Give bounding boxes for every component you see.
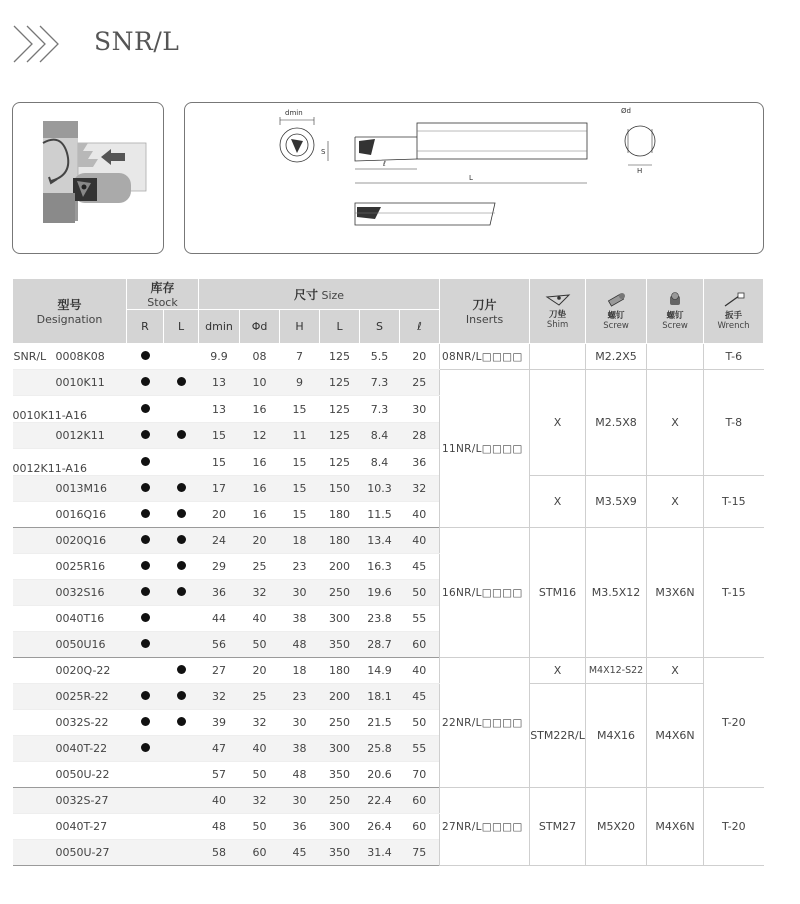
size-dmin-cell: 56 — [199, 632, 240, 658]
group-cell: M4X6N — [647, 684, 704, 788]
size-dmin-cell: 32 — [199, 684, 240, 710]
size-L-cell: 350 — [320, 762, 360, 788]
page-title: SNR/L — [94, 27, 180, 56]
size-d-cell: 16 — [240, 502, 280, 528]
designation-code: 0050U-27 — [55, 846, 110, 859]
size-s-cell: 26.4 — [360, 814, 400, 840]
size-d-cell: 40 — [240, 606, 280, 632]
size-s-cell: 22.4 — [360, 788, 400, 814]
group-cell: M3X6N — [647, 528, 704, 658]
size-h-cell: 23 — [280, 554, 320, 580]
stock-l-cell — [164, 684, 199, 710]
size-h-cell: 38 — [280, 736, 320, 762]
stock-r-cell — [127, 814, 164, 840]
stock-r-cell — [127, 344, 164, 370]
group-cell: X — [647, 658, 704, 684]
wrench-icon — [721, 292, 747, 308]
size-d-cell: 20 — [240, 658, 280, 684]
table-row — [13, 788, 764, 814]
big-l-header: L — [320, 310, 360, 344]
size-ell-cell: 32 — [400, 476, 440, 502]
phid-label: Ød — [621, 107, 631, 115]
size-d-cell: 50 — [240, 814, 280, 840]
size-L-cell: 125 — [320, 423, 360, 449]
size-dmin-cell: 39 — [199, 710, 240, 736]
stock-l-cell — [164, 606, 199, 632]
size-h-cell: 38 — [280, 606, 320, 632]
size-dmin-cell: 47 — [199, 736, 240, 762]
stock-dot-icon — [141, 561, 150, 570]
shim-icon — [545, 293, 571, 307]
designation-code: 0012K11 — [55, 429, 105, 442]
size-L-cell: 350 — [320, 632, 360, 658]
screw-icon — [603, 292, 629, 308]
designation-prefix: SNR/L — [13, 350, 47, 363]
size-d-cell: 25 — [240, 554, 280, 580]
stock-l-cell — [164, 476, 199, 502]
size-L-cell: 250 — [320, 710, 360, 736]
dmin-label: dmin — [285, 109, 303, 117]
size-L-cell: 180 — [320, 528, 360, 554]
size-d-cell: 16 — [240, 476, 280, 502]
group-cell: M3.5X9 — [586, 476, 647, 528]
group-cell: M2.5X8 — [586, 370, 647, 476]
stock-l-cell — [164, 528, 199, 554]
stock-l-cell — [164, 370, 199, 396]
designation-code: 0010K11-A16 — [12, 409, 87, 422]
stock-l-cell — [164, 840, 199, 866]
stock-r-cell — [127, 840, 164, 866]
size-s-cell: 23.8 — [360, 606, 400, 632]
stock-dot-icon — [177, 483, 186, 492]
designation-code: 0020Q-22 — [55, 664, 111, 677]
designation-code: 0025R-22 — [55, 690, 109, 703]
size-s-cell: 19.6 — [360, 580, 400, 606]
stock-dot-icon — [177, 717, 186, 726]
stock-r-cell — [127, 449, 164, 476]
designation-code: 0020Q16 — [55, 534, 107, 547]
size-d-cell: 32 — [240, 788, 280, 814]
stock-l-cell — [164, 423, 199, 449]
stock-dot-icon — [141, 483, 150, 492]
size-dmin-cell: 15 — [199, 423, 240, 449]
size-ell-cell: 75 — [400, 840, 440, 866]
size-s-cell: 16.3 — [360, 554, 400, 580]
size-s-cell: 10.3 — [360, 476, 400, 502]
stock-r-cell — [127, 396, 164, 423]
stock-l-header: L — [164, 310, 199, 344]
stock-dot-icon — [141, 639, 150, 648]
group-cell: M3.5X12 — [586, 528, 647, 658]
stock-dot-icon — [177, 509, 186, 518]
size-h-cell: 30 — [280, 710, 320, 736]
stock-r-cell — [127, 370, 164, 396]
group-cell: T-15 — [704, 528, 764, 658]
stock-l-cell — [164, 502, 199, 528]
stock-l-cell — [164, 344, 199, 370]
group-cell: M4X16 — [586, 684, 647, 788]
designation-cell — [13, 710, 127, 736]
size-L-cell: 180 — [320, 502, 360, 528]
size-d-cell: 16 — [240, 449, 280, 476]
size-L-cell: 350 — [320, 840, 360, 866]
size-d-cell: 25 — [240, 684, 280, 710]
designation-cell — [13, 580, 127, 606]
size-s-cell: 8.4 — [360, 423, 400, 449]
stock-l-cell — [164, 658, 199, 684]
s-header: S — [360, 310, 400, 344]
size-dmin-cell: 36 — [199, 580, 240, 606]
group-cell: T-6 — [704, 344, 764, 370]
designation-cell — [13, 344, 127, 370]
designation-code: 0032S-22 — [55, 716, 109, 729]
size-dmin-cell: 29 — [199, 554, 240, 580]
designation-cell — [13, 476, 127, 502]
designation-cell — [13, 502, 127, 528]
size-ell-cell: 40 — [400, 502, 440, 528]
size-ell-cell: 40 — [400, 658, 440, 684]
designation-cell — [13, 736, 127, 762]
technical-drawing — [184, 102, 764, 254]
group-cell: T-20 — [704, 788, 764, 866]
size-L-cell: 180 — [320, 658, 360, 684]
size-dmin-cell: 9.9 — [199, 344, 240, 370]
size-ell-cell: 70 — [400, 762, 440, 788]
stock-r-cell — [127, 528, 164, 554]
stock-dot-icon — [141, 430, 150, 439]
designation-cell — [13, 370, 127, 396]
size-s-cell: 5.5 — [360, 344, 400, 370]
size-dmin-cell: 13 — [199, 396, 240, 423]
stock-r-cell — [127, 684, 164, 710]
size-h-cell: 15 — [280, 396, 320, 423]
size-L-cell: 125 — [320, 344, 360, 370]
size-ell-cell: 30 — [400, 396, 440, 423]
stock-dot-icon — [177, 587, 186, 596]
page-header — [0, 0, 800, 90]
size-ell-cell: 60 — [400, 788, 440, 814]
inserts-header: 刀片 Inserts — [440, 279, 530, 344]
size-dmin-cell: 48 — [199, 814, 240, 840]
size-h-cell: 9 — [280, 370, 320, 396]
group-cell: M5X20 — [586, 788, 647, 866]
size-ell-cell: 55 — [400, 606, 440, 632]
group-cell: STM27 — [530, 788, 586, 866]
group-cell — [530, 344, 586, 370]
designation-code: 0040T-27 — [55, 820, 108, 833]
size-s-cell: 28.7 — [360, 632, 400, 658]
designation-cell — [13, 632, 127, 658]
group-cell: 16NR/L□□□□ — [440, 528, 530, 658]
group-cell: M2.2X5 — [586, 344, 647, 370]
group-cell: STM22R/L — [530, 684, 586, 788]
designation-header: 型号 Designation — [13, 279, 127, 344]
h-header: H — [280, 310, 320, 344]
size-ell-cell: 55 — [400, 736, 440, 762]
size-s-cell: 7.3 — [360, 396, 400, 423]
group-cell: X — [647, 476, 704, 528]
size-s-cell: 20.6 — [360, 762, 400, 788]
size-h-cell: 18 — [280, 658, 320, 684]
boring-operation-image — [13, 103, 163, 253]
size-ell-cell: 50 — [400, 710, 440, 736]
group-cell: X — [647, 370, 704, 476]
designation-code: 0013M16 — [55, 482, 107, 495]
s-dim-label: S — [321, 148, 326, 156]
stock-l-cell — [164, 632, 199, 658]
phid-header: Φd — [240, 310, 280, 344]
stock-dot-icon — [141, 535, 150, 544]
group-cell: T-15 — [704, 476, 764, 528]
size-s-cell: 31.4 — [360, 840, 400, 866]
size-h-cell: 48 — [280, 632, 320, 658]
stock-dot-icon — [177, 535, 186, 544]
screw2-header: 螺钉 Screw — [647, 279, 704, 344]
size-h-cell: 36 — [280, 814, 320, 840]
size-d-cell: 50 — [240, 632, 280, 658]
group-cell: T-8 — [704, 370, 764, 476]
triple-chevron-icon — [12, 22, 68, 66]
designation-code: 0040T16 — [55, 612, 105, 625]
size-d-cell: 32 — [240, 710, 280, 736]
dmin-header: dmin — [199, 310, 240, 344]
group-cell: 22NR/L□□□□ — [440, 658, 530, 788]
stock-dot-icon — [177, 377, 186, 386]
size-h-cell: 48 — [280, 762, 320, 788]
size-d-cell: 12 — [240, 423, 280, 449]
size-L-cell: 300 — [320, 736, 360, 762]
size-dmin-cell: 40 — [199, 788, 240, 814]
tool-dimension-drawing — [185, 103, 763, 253]
designation-cell — [13, 449, 127, 476]
stock-dot-icon — [141, 509, 150, 518]
size-s-cell: 11.5 — [360, 502, 400, 528]
designation-code: 0050U-22 — [55, 768, 110, 781]
size-L-cell: 125 — [320, 370, 360, 396]
group-cell: M4X6N — [647, 788, 704, 866]
group-cell: 11NR/L□□□□ — [440, 370, 530, 528]
size-ell-cell: 45 — [400, 554, 440, 580]
size-ell-cell: 40 — [400, 528, 440, 554]
size-h-cell: 18 — [280, 528, 320, 554]
size-L-cell: 150 — [320, 476, 360, 502]
shim-header: 刀垫 Shim — [530, 279, 586, 344]
size-d-cell: 08 — [240, 344, 280, 370]
stock-r-cell — [127, 632, 164, 658]
size-L-cell: 300 — [320, 814, 360, 840]
stock-l-cell — [164, 396, 199, 423]
stock-r-header: R — [127, 310, 164, 344]
designation-code: 0025R16 — [55, 560, 106, 573]
size-h-cell: 11 — [280, 423, 320, 449]
table-row — [13, 658, 764, 684]
stock-l-cell — [164, 762, 199, 788]
size-L-cell: 300 — [320, 606, 360, 632]
ell-dim-label: ℓ — [383, 160, 386, 168]
size-ell-cell: 25 — [400, 370, 440, 396]
size-d-cell: 16 — [240, 396, 280, 423]
size-h-cell: 45 — [280, 840, 320, 866]
group-cell: T-20 — [704, 658, 764, 788]
stock-dot-icon — [141, 717, 150, 726]
size-h-cell: 15 — [280, 476, 320, 502]
stock-l-cell — [164, 580, 199, 606]
designation-cell — [13, 528, 127, 554]
size-d-cell: 10 — [240, 370, 280, 396]
stock-r-cell — [127, 423, 164, 449]
stock-l-cell — [164, 814, 199, 840]
stock-dot-icon — [141, 613, 150, 622]
size-dmin-cell: 58 — [199, 840, 240, 866]
stock-dot-icon — [141, 691, 150, 700]
stock-dot-icon — [141, 457, 150, 466]
size-ell-cell: 60 — [400, 814, 440, 840]
group-cell: 27NR/L□□□□ — [440, 788, 530, 866]
size-d-cell: 60 — [240, 840, 280, 866]
designation-code: 0032S16 — [55, 586, 105, 599]
group-cell: M4X12-S22 — [586, 658, 647, 684]
size-dmin-cell: 44 — [199, 606, 240, 632]
designation-cell — [13, 606, 127, 632]
size-ell-cell: 20 — [400, 344, 440, 370]
designation-code: 0032S-27 — [55, 794, 109, 807]
size-d-cell: 40 — [240, 736, 280, 762]
group-cell: STM16 — [530, 528, 586, 658]
group-cell: 08NR/L□□□□ — [440, 344, 530, 370]
stock-r-cell — [127, 502, 164, 528]
size-dmin-cell: 57 — [199, 762, 240, 788]
stock-r-cell — [127, 554, 164, 580]
stock-l-cell — [164, 554, 199, 580]
size-L-cell: 200 — [320, 684, 360, 710]
size-s-cell: 8.4 — [360, 449, 400, 476]
size-h-cell: 7 — [280, 344, 320, 370]
stock-r-cell — [127, 788, 164, 814]
application-illustration — [12, 102, 164, 254]
stock-dot-icon — [177, 691, 186, 700]
designation-cell — [13, 788, 127, 814]
size-L-cell: 250 — [320, 580, 360, 606]
size-ell-cell: 28 — [400, 423, 440, 449]
table-row — [13, 370, 764, 396]
stock-dot-icon — [141, 351, 150, 360]
size-d-cell: 32 — [240, 580, 280, 606]
stock-r-cell — [127, 710, 164, 736]
size-dmin-cell: 27 — [199, 658, 240, 684]
designation-cell — [13, 396, 127, 423]
stock-r-cell — [127, 580, 164, 606]
table-row — [13, 684, 764, 710]
designation-code: 0008K08 — [55, 350, 105, 363]
size-h-cell: 15 — [280, 502, 320, 528]
H-dim-label: H — [637, 167, 643, 175]
shim-screw-icon — [662, 292, 688, 308]
size-L-cell: 125 — [320, 396, 360, 423]
designation-cell — [13, 658, 127, 684]
size-dmin-cell: 20 — [199, 502, 240, 528]
screw-header: 螺钉 Screw — [586, 279, 647, 344]
stock-r-cell — [127, 736, 164, 762]
stock-r-cell — [127, 606, 164, 632]
size-h-cell: 30 — [280, 580, 320, 606]
designation-cell — [13, 814, 127, 840]
size-dmin-cell: 13 — [199, 370, 240, 396]
size-header: 尺寸 Size — [199, 279, 440, 310]
size-h-cell: 30 — [280, 788, 320, 814]
size-dmin-cell: 15 — [199, 449, 240, 476]
size-ell-cell: 45 — [400, 684, 440, 710]
stock-dot-icon — [141, 377, 150, 386]
size-ell-cell: 36 — [400, 449, 440, 476]
designation-code: 0050U16 — [55, 638, 106, 651]
size-s-cell: 14.9 — [360, 658, 400, 684]
designation-cell — [13, 762, 127, 788]
designation-code: 0016Q16 — [55, 508, 107, 521]
size-L-cell: 250 — [320, 788, 360, 814]
designation-cell — [13, 423, 127, 449]
group-cell: X — [530, 658, 586, 684]
size-ell-cell: 60 — [400, 632, 440, 658]
stock-r-cell — [127, 762, 164, 788]
size-dmin-cell: 17 — [199, 476, 240, 502]
group-cell: X — [530, 370, 586, 476]
group-cell — [647, 344, 704, 370]
size-s-cell: 21.5 — [360, 710, 400, 736]
table-row — [13, 528, 764, 554]
designation-code: 0012K11-A16 — [12, 462, 87, 475]
designation-code: 0010K11 — [55, 376, 105, 389]
size-ell-cell: 50 — [400, 580, 440, 606]
stock-l-cell — [164, 710, 199, 736]
stock-dot-icon — [177, 430, 186, 439]
L-dim-label: L — [469, 174, 473, 182]
stock-header: 库存 Stock — [127, 279, 199, 310]
stock-l-cell — [164, 788, 199, 814]
stock-l-cell — [164, 449, 199, 476]
designation-cell — [13, 554, 127, 580]
table-row — [13, 344, 764, 370]
size-d-cell: 50 — [240, 762, 280, 788]
stock-dot-icon — [177, 665, 186, 674]
size-h-cell: 23 — [280, 684, 320, 710]
designation-cell — [13, 684, 127, 710]
size-s-cell: 18.1 — [360, 684, 400, 710]
stock-dot-icon — [141, 404, 150, 413]
size-L-cell: 125 — [320, 449, 360, 476]
stock-r-cell — [127, 658, 164, 684]
stock-l-cell — [164, 736, 199, 762]
stock-dot-icon — [177, 561, 186, 570]
size-L-cell: 200 — [320, 554, 360, 580]
stock-r-cell — [127, 476, 164, 502]
size-s-cell: 13.4 — [360, 528, 400, 554]
size-s-cell: 7.3 — [360, 370, 400, 396]
size-d-cell: 20 — [240, 528, 280, 554]
group-cell: X — [530, 476, 586, 528]
size-dmin-cell: 24 — [199, 528, 240, 554]
specification-table — [12, 278, 764, 866]
table-row — [13, 476, 764, 502]
designation-cell — [13, 840, 127, 866]
designation-code: 0040T-22 — [55, 742, 108, 755]
ell-header: ℓ — [400, 310, 440, 344]
size-s-cell: 25.8 — [360, 736, 400, 762]
size-h-cell: 15 — [280, 449, 320, 476]
wrench-header: 扳手 Wrench — [704, 279, 764, 344]
stock-dot-icon — [141, 587, 150, 596]
stock-dot-icon — [141, 743, 150, 752]
